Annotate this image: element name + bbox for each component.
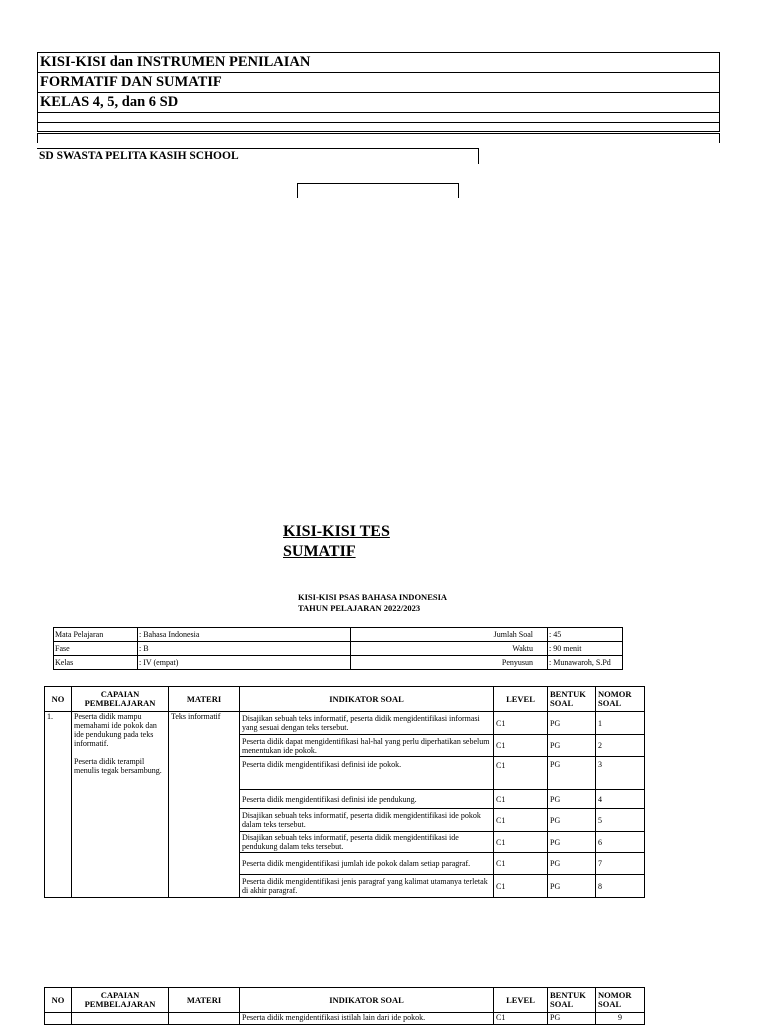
- level-cell: C1: [494, 875, 548, 898]
- subtitle-line-1: KISI-KISI PSAS BAHASA INDONESIA: [298, 592, 448, 602]
- bentuk-cell: PG: [548, 853, 596, 875]
- level-cell: C1: [494, 712, 548, 735]
- info-label: Fase: [54, 642, 138, 656]
- header-no: NO: [45, 687, 72, 712]
- table-row: [45, 712, 645, 735]
- header-no: NO: [45, 988, 72, 1013]
- header-nomor: NOMOR SOAL: [596, 988, 645, 1013]
- header-bentuk: BENTUK SOAL: [548, 988, 596, 1013]
- table-header-row: [45, 687, 645, 712]
- bentuk-cell: PG: [548, 1013, 596, 1025]
- indikator-cell: Disajikan sebuah teks informatif, peserta didik mengidentifikasi ide pokok dalam teks tersebut.: [240, 809, 494, 832]
- bentuk-cell: PG: [548, 712, 596, 735]
- level-cell: C1: [494, 757, 548, 790]
- level-cell: C1: [494, 1013, 548, 1025]
- nomor-cell: 4: [596, 790, 645, 809]
- header-row-4: [37, 112, 720, 122]
- header-row-5: [37, 122, 720, 132]
- page-title-line-2: SUMATIF: [283, 543, 356, 560]
- info-row: [54, 628, 623, 642]
- school-name: SD SWASTA PELITA KASIH SCHOOL: [37, 148, 479, 164]
- subtitle-line-2: TAHUN PELAJARAN 2022/2023: [298, 603, 421, 613]
- level-cell: C1: [494, 735, 548, 757]
- nomor-cell: 1: [596, 712, 645, 735]
- bentuk-cell: PG: [548, 790, 596, 809]
- level-cell: C1: [494, 853, 548, 875]
- bentuk-cell: PG: [548, 809, 596, 832]
- bentuk-cell: PG: [548, 735, 596, 757]
- info-label: Kelas: [54, 656, 138, 670]
- indikator-cell: Peserta didik mengidentifikasi istilah lain dari ide pokok.: [240, 1013, 494, 1025]
- table-row: [45, 1013, 645, 1025]
- blank-box: [297, 183, 459, 198]
- indikator-cell: Peserta didik dapat mengidentifikasi hal-hal yang perlu diperhatikan sebelum menentukan ide pokok.: [240, 735, 494, 757]
- header-nomor: NOMOR SOAL: [596, 687, 645, 712]
- nomor-cell: 5: [596, 809, 645, 832]
- nomor-cell: 6: [596, 832, 645, 853]
- bentuk-cell: PG: [548, 875, 596, 898]
- info-value: : B: [138, 642, 351, 656]
- level-cell: C1: [494, 832, 548, 853]
- indikator-cell: Disajikan sebuah teks informatif, peserta didik mengidentifikasi ide pendukung dalam teks tersebut.: [240, 832, 494, 853]
- info-label: Jumlah Soal: [351, 628, 548, 642]
- header-bentuk: BENTUK SOAL: [548, 687, 596, 712]
- info-value: : 90 menit: [548, 642, 623, 656]
- indikator-cell: Peserta didik mengidentifikasi jenis paragraf yang kalimat utamanya terletak di akhir paragraf.: [240, 875, 494, 898]
- nomor-cell: 9: [596, 1013, 645, 1025]
- nomor-cell: 3: [596, 757, 645, 790]
- indikator-cell: Peserta didik mengidentifikasi definisi ide pendukung.: [240, 790, 494, 809]
- row-number: [45, 1013, 72, 1025]
- page-title-line-1: KISI-KISI TES: [283, 523, 390, 540]
- header-line-1: KISI-KISI dan INSTRUMEN PENILAIAN: [40, 54, 311, 70]
- header-materi: MATERI: [169, 687, 240, 712]
- info-row: [54, 642, 623, 656]
- header-divider: [37, 133, 720, 143]
- header-line-2: FORMATIF DAN SUMATIF: [40, 74, 222, 90]
- info-value: : 45: [548, 628, 623, 642]
- materi-cell: Teks informatif: [169, 712, 240, 898]
- indikator-cell: Peserta didik mengidentifikasi jumlah ide pokok dalam setiap paragraf.: [240, 853, 494, 875]
- info-value: : Munawaroh, S.Pd: [548, 656, 623, 670]
- capaian-cell: [72, 712, 169, 898]
- info-row: [54, 656, 623, 670]
- info-label: Waktu: [351, 642, 548, 656]
- kisi-table-2: [44, 987, 645, 1025]
- header-row-3: [37, 92, 720, 112]
- header-row-1: [37, 52, 720, 72]
- table-header-row: [45, 988, 645, 1013]
- header-level: LEVEL: [494, 687, 548, 712]
- info-table: [53, 627, 623, 670]
- indikator-cell: Peserta didik mengidentifikasi definisi ide pokok.: [240, 757, 494, 790]
- info-value: : Bahasa Indonesia: [138, 628, 351, 642]
- header-capaian: CAPAIAN PEMBELAJARAN: [72, 687, 169, 712]
- capaian-text-2: Peserta didik terampil menulis tegak bersambung.: [74, 757, 162, 775]
- bentuk-cell: PG: [548, 832, 596, 853]
- header-level: LEVEL: [494, 988, 548, 1013]
- materi-cell: [169, 1013, 240, 1025]
- header-materi: MATERI: [169, 988, 240, 1013]
- info-label: Mata Pelajaran: [54, 628, 138, 642]
- header-indikator: INDIKATOR SOAL: [240, 988, 494, 1013]
- header-capaian: CAPAIAN PEMBELAJARAN: [72, 988, 169, 1013]
- header-indikator: INDIKATOR SOAL: [240, 687, 494, 712]
- bentuk-cell: PG: [548, 757, 596, 790]
- level-cell: C1: [494, 790, 548, 809]
- header-line-3: KELAS 4, 5, dan 6 SD: [40, 94, 179, 110]
- indikator-cell: Disajikan sebuah teks informatif, peserta didik mengidentifikasi informasi yang sesuai dengan teks tersebut.: [240, 712, 494, 735]
- header-row-2: [37, 72, 720, 92]
- info-label: Penyusun: [351, 656, 548, 670]
- nomor-cell: 2: [596, 735, 645, 757]
- kisi-table-1: [44, 686, 645, 898]
- row-number: 1.: [45, 712, 72, 898]
- capaian-text-1: Peserta didik mampu memahami ide pokok dan ide pendukung pada teks informatif.: [74, 712, 157, 748]
- nomor-cell: 7: [596, 853, 645, 875]
- capaian-cell: [72, 1013, 169, 1025]
- nomor-cell: 8: [596, 875, 645, 898]
- info-value: : IV (empat): [138, 656, 351, 670]
- level-cell: C1: [494, 809, 548, 832]
